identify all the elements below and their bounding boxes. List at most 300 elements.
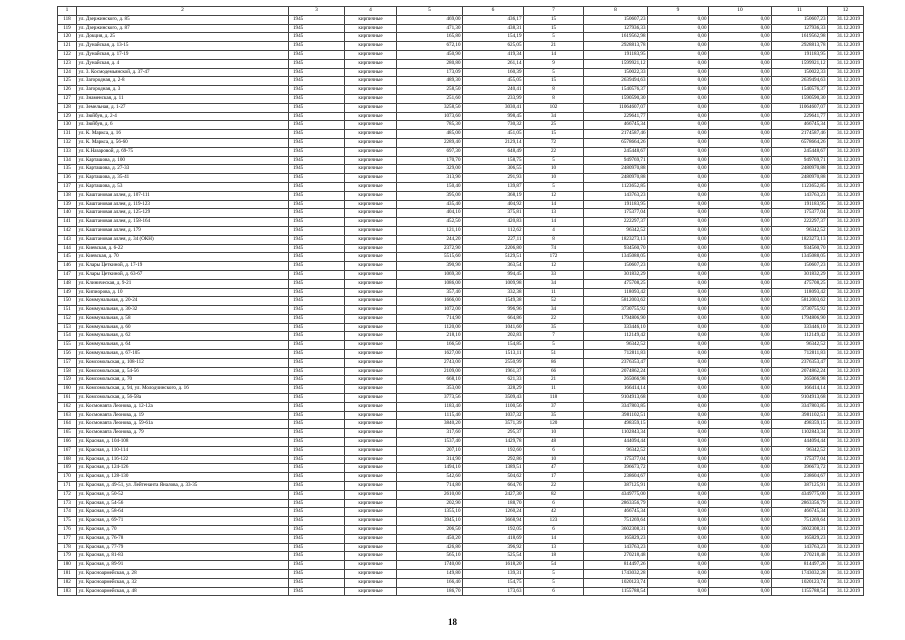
valuation-date-cell: 31.12.2019	[828, 235, 864, 244]
living-area-cell: 451,05	[463, 130, 524, 139]
total-area-cell: 469,00	[397, 15, 463, 24]
construction-year-cell: 1945	[289, 473, 345, 482]
wall-material-cell: кирпичные	[345, 534, 397, 543]
living-area-cell: 375,81	[463, 209, 524, 218]
depreciation-cell: 0,00	[648, 253, 709, 262]
residents-count-cell: 14	[524, 50, 584, 59]
valuation-date-cell: 31.12.2019	[828, 200, 864, 209]
residents-count-cell: 9	[524, 59, 584, 68]
construction-year-cell: 1945	[289, 253, 345, 262]
construction-year-cell: 1945	[289, 314, 345, 323]
valuation-date-cell: 31.12.2019	[828, 314, 864, 323]
table-row	[58, 587, 864, 596]
total-area-cell: 672,10	[397, 42, 463, 51]
construction-year-cell: 1945	[289, 200, 345, 209]
depreciation-cell: 0,00	[648, 411, 709, 420]
table-row	[58, 420, 864, 429]
cost-value-cell: 3981102,51	[584, 411, 648, 420]
residual-adjustment-cell: 0,00	[709, 490, 772, 499]
column-number-12: 12	[828, 7, 864, 16]
table-row	[58, 200, 864, 209]
balance-value-cell: 498359,15	[772, 420, 828, 429]
valuation-date-cell: 31.12.2019	[828, 68, 864, 77]
living-area-cell: 154,85	[463, 341, 524, 350]
wall-material-cell: кирпичные	[345, 182, 397, 191]
balance-value-cell: 1155788,54	[772, 587, 828, 596]
valuation-date-cell: 31.12.2019	[828, 226, 864, 235]
depreciation-cell: 0,00	[648, 552, 709, 561]
address-cell: ул. Коммунальная, д. 30-32	[77, 306, 289, 315]
cost-value-cell: 2639494,63	[584, 77, 648, 86]
row-number-cell: 158	[58, 367, 77, 376]
wall-material-cell: кирпичные	[345, 42, 397, 51]
residents-count-cell: 52	[524, 297, 584, 306]
balance-value-cell: 2863356,79	[772, 499, 828, 508]
valuation-date-cell: 31.12.2019	[828, 174, 864, 183]
residual-adjustment-cell: 0,00	[709, 438, 772, 447]
living-area-cell: 292,86	[463, 455, 524, 464]
residual-adjustment-cell: 0,00	[709, 517, 772, 526]
table-row	[58, 367, 864, 376]
total-area-cell: 186,70	[397, 587, 463, 596]
construction-year-cell: 1945	[289, 394, 345, 403]
wall-material-cell: кирпичные	[345, 138, 397, 147]
address-cell: ул. Красная, д. 70	[77, 526, 289, 535]
valuation-date-cell: 31.12.2019	[828, 473, 864, 482]
balance-value-cell: 949769,71	[772, 156, 828, 165]
residents-count-cell: 34	[524, 306, 584, 315]
depreciation-cell: 0,00	[648, 534, 709, 543]
table-row	[58, 50, 864, 59]
depreciation-cell: 0,00	[648, 226, 709, 235]
depreciation-cell: 0,00	[648, 86, 709, 95]
construction-year-cell: 1945	[289, 561, 345, 570]
wall-material-cell: кирпичные	[345, 561, 397, 570]
wall-material-cell: кирпичные	[345, 218, 397, 227]
valuation-date-cell: 31.12.2019	[828, 394, 864, 403]
address-cell: ул. Красная, д. 49-51, ул. Лейтенанта Яналова, д. 33-35	[77, 482, 289, 491]
wall-material-cell: кирпичные	[345, 50, 397, 59]
construction-year-cell: 1945	[289, 482, 345, 491]
depreciation-cell: 0,00	[648, 77, 709, 86]
wall-material-cell: кирпичные	[345, 578, 397, 587]
living-area-cell: 306,55	[463, 165, 524, 174]
cost-value-cell: 1599921,12	[584, 59, 648, 68]
row-number-cell: 153	[58, 323, 77, 332]
wall-material-cell: кирпичные	[345, 402, 397, 411]
living-area-cell: 139,31	[463, 570, 524, 579]
residual-adjustment-cell: 0,00	[709, 350, 772, 359]
residents-count-cell: 10	[524, 174, 584, 183]
residents-count-cell: 25	[524, 121, 584, 130]
cost-value-cell: 1743032,28	[584, 570, 648, 579]
balance-value-cell: 238604,67	[772, 473, 828, 482]
table-row	[58, 165, 864, 174]
row-number-cell: 155	[58, 341, 77, 350]
depreciation-cell: 0,00	[648, 464, 709, 473]
balance-value-cell: 2928813,78	[772, 42, 828, 51]
living-area-cell: 192,05	[463, 526, 524, 535]
valuation-date-cell: 31.12.2019	[828, 191, 864, 200]
row-number-cell: 147	[58, 270, 77, 279]
living-area-cell: 192,60	[463, 446, 524, 455]
cost-value-cell: 175377,04	[584, 209, 648, 218]
valuation-date-cell: 31.12.2019	[828, 270, 864, 279]
valuation-date-cell: 31.12.2019	[828, 578, 864, 587]
wall-material-cell: кирпичные	[345, 209, 397, 218]
address-cell: ул. Докция, д. 25	[77, 33, 289, 42]
residual-adjustment-cell: 0,00	[709, 358, 772, 367]
residual-adjustment-cell: 0,00	[709, 367, 772, 376]
total-area-cell: 314,90	[397, 455, 463, 464]
wall-material-cell: кирпичные	[345, 297, 397, 306]
address-cell: ул. Красная, д. 89-91	[77, 561, 289, 570]
living-area-cell: 2129,14	[463, 138, 524, 147]
balance-value-cell: 11064607,07	[772, 103, 828, 112]
construction-year-cell: 1945	[289, 138, 345, 147]
depreciation-cell: 0,00	[648, 578, 709, 587]
cost-value-cell: 466745,34	[584, 121, 648, 130]
construction-year-cell: 1945	[289, 350, 345, 359]
valuation-date-cell: 31.12.2019	[828, 508, 864, 517]
residents-count-cell: 37	[524, 402, 584, 411]
valuation-date-cell: 31.12.2019	[828, 385, 864, 394]
row-number-cell: 130	[58, 121, 77, 130]
wall-material-cell: кирпичные	[345, 367, 397, 376]
table-row	[58, 68, 864, 77]
living-area-cell: 3030,41	[463, 103, 524, 112]
table-row	[58, 235, 864, 244]
living-area-cell: 396,92	[463, 543, 524, 552]
living-area-cell: 418,69	[463, 534, 524, 543]
table-row	[58, 526, 864, 535]
living-area-cell: 996,96	[463, 306, 524, 315]
living-area-cell: 291,93	[463, 174, 524, 183]
depreciation-cell: 0,00	[648, 33, 709, 42]
address-cell: ул. Космонавта Леонова, д. 79	[77, 429, 289, 438]
total-area-cell: 258,50	[397, 86, 463, 95]
cost-value-cell: 3602308,31	[584, 526, 648, 535]
row-number-cell: 178	[58, 543, 77, 552]
cost-value-cell: 245448,67	[584, 147, 648, 156]
depreciation-cell: 0,00	[648, 147, 709, 156]
residual-adjustment-cell: 0,00	[709, 526, 772, 535]
row-number-cell: 135	[58, 165, 77, 174]
cost-value-cell: 396673,72	[584, 464, 648, 473]
residents-count-cell: 14	[524, 218, 584, 227]
depreciation-cell: 0,00	[648, 473, 709, 482]
balance-value-cell: 1794806,90	[772, 314, 828, 323]
valuation-date-cell: 31.12.2019	[828, 332, 864, 341]
depreciation-cell: 0,00	[648, 341, 709, 350]
valuation-date-cell: 31.12.2019	[828, 50, 864, 59]
residual-adjustment-cell: 0,00	[709, 253, 772, 262]
cost-value-cell: 265066,98	[584, 376, 648, 385]
wall-material-cell: кирпичные	[345, 130, 397, 139]
cost-value-cell: 301832,29	[584, 270, 648, 279]
address-cell: ул. Коммунальная, д. 62	[77, 332, 289, 341]
page-number: 18	[448, 617, 457, 627]
depreciation-cell: 0,00	[648, 314, 709, 323]
balance-value-cell: 3602308,31	[772, 526, 828, 535]
row-number-cell: 169	[58, 464, 77, 473]
address-cell: ул. К.Назаровой, д. 69-75	[77, 147, 289, 156]
balance-value-cell: 333446,10	[772, 323, 828, 332]
total-area-cell: 489,30	[397, 77, 463, 86]
construction-year-cell: 1945	[289, 24, 345, 33]
residents-count-cell: 4	[524, 226, 584, 235]
valuation-date-cell: 31.12.2019	[828, 367, 864, 376]
residual-adjustment-cell: 0,00	[709, 297, 772, 306]
living-area-cell: 240,41	[463, 86, 524, 95]
depreciation-cell: 0,00	[648, 561, 709, 570]
construction-year-cell: 1945	[289, 174, 345, 183]
table-row	[58, 94, 864, 103]
row-number-cell: 128	[58, 103, 77, 112]
address-cell: ул. Красная, д. 116-122	[77, 455, 289, 464]
residents-count-cell: 12	[524, 191, 584, 200]
residents-count-cell: 13	[524, 543, 584, 552]
living-area-cell: 438,31	[463, 24, 524, 33]
wall-material-cell: кирпичные	[345, 394, 397, 403]
wall-material-cell: кирпичные	[345, 517, 397, 526]
wall-material-cell: кирпичные	[345, 262, 397, 271]
total-area-cell: 2610,00	[397, 490, 463, 499]
living-area-cell: 154,19	[463, 33, 524, 42]
residual-adjustment-cell: 0,00	[709, 50, 772, 59]
wall-material-cell: кирпичные	[345, 332, 397, 341]
residents-count-cell: 5	[524, 156, 584, 165]
total-area-cell: 166,40	[397, 578, 463, 587]
construction-year-cell: 1945	[289, 226, 345, 235]
living-area-cell: 994,45	[463, 270, 524, 279]
living-area-cell: 227,11	[463, 235, 524, 244]
cost-value-cell: 2174587,46	[584, 130, 648, 139]
total-area-cell: 714,90	[397, 314, 463, 323]
address-cell: ул. К. Маркса, д. 56-60	[77, 138, 289, 147]
row-number-cell: 159	[58, 376, 77, 385]
living-area-cell: 1389,51	[463, 464, 524, 473]
total-area-cell: 3773,56	[397, 394, 463, 403]
wall-material-cell: кирпичные	[345, 59, 397, 68]
residual-adjustment-cell: 0,00	[709, 182, 772, 191]
balance-value-cell: 175377,04	[772, 209, 828, 218]
residents-count-cell: 120	[524, 420, 584, 429]
wall-material-cell: кирпичные	[345, 156, 397, 165]
wall-material-cell: кирпичные	[345, 358, 397, 367]
cost-value-cell: 175377,04	[584, 455, 648, 464]
valuation-date-cell: 31.12.2019	[828, 570, 864, 579]
row-number-cell: 118	[58, 15, 77, 24]
valuation-date-cell: 31.12.2019	[828, 244, 864, 253]
living-area-cell: 1961,37	[463, 367, 524, 376]
total-area-cell: 329,00	[397, 165, 463, 174]
cost-value-cell: 143763,23	[584, 543, 648, 552]
depreciation-cell: 0,00	[648, 297, 709, 306]
valuation-date-cell: 31.12.2019	[828, 341, 864, 350]
wall-material-cell: кирпичные	[345, 226, 397, 235]
cost-value-cell: 498359,15	[584, 420, 648, 429]
total-area-cell: 1627,00	[397, 350, 463, 359]
cost-value-cell: 1540576,37	[584, 86, 648, 95]
depreciation-cell: 0,00	[648, 182, 709, 191]
address-cell: ул. Красная, д. 104-108	[77, 438, 289, 447]
living-area-cell: 233,99	[463, 94, 524, 103]
total-area-cell: 206,50	[397, 526, 463, 535]
residents-count-cell: 6	[524, 446, 584, 455]
total-area-cell: 426,80	[397, 543, 463, 552]
wall-material-cell: кирпичные	[345, 244, 397, 253]
residents-count-cell: 13	[524, 209, 584, 218]
cost-value-cell: 270218,48	[584, 552, 648, 561]
address-cell: ул. Дзержинского, д. 85	[77, 15, 289, 24]
balance-value-cell: 1345088,05	[772, 253, 828, 262]
balance-value-cell: 191183,95	[772, 200, 828, 209]
address-cell: ул. Красная, д. 54-56	[77, 499, 289, 508]
balance-value-cell: 475708,25	[772, 279, 828, 288]
cost-value-cell: 150022,33	[584, 68, 648, 77]
address-cell: ул. Коммунальная, д. 64	[77, 341, 289, 350]
residual-adjustment-cell: 0,00	[709, 138, 772, 147]
total-area-cell: 714,80	[397, 482, 463, 491]
row-number-cell: 132	[58, 138, 77, 147]
table-row	[58, 270, 864, 279]
row-number-cell: 134	[58, 156, 77, 165]
living-area-cell: 295,37	[463, 429, 524, 438]
address-cell: ул. Красная, д. 69-71	[77, 517, 289, 526]
table-row	[58, 218, 864, 227]
row-number-cell: 133	[58, 147, 77, 156]
balance-value-cell: 712811,83	[772, 350, 828, 359]
address-cell: ул. Комсомольская, д. 54-56	[77, 367, 289, 376]
living-area-cell: 1513,11	[463, 350, 524, 359]
wall-material-cell: кирпичные	[345, 77, 397, 86]
valuation-date-cell: 31.12.2019	[828, 490, 864, 499]
row-number-cell: 157	[58, 358, 77, 367]
living-area-cell: 139,87	[463, 182, 524, 191]
total-area-cell: 395,00	[397, 191, 463, 200]
wall-material-cell: кирпичные	[345, 473, 397, 482]
depreciation-cell: 0,00	[648, 156, 709, 165]
row-number-cell: 124	[58, 68, 77, 77]
balance-value-cell: 1599921,12	[772, 59, 828, 68]
living-area-cell: 173,63	[463, 587, 524, 596]
valuation-date-cell: 31.12.2019	[828, 94, 864, 103]
balance-value-cell: 166414,14	[772, 385, 828, 394]
construction-year-cell: 1945	[289, 446, 345, 455]
valuation-date-cell: 31.12.2019	[828, 147, 864, 156]
residual-adjustment-cell: 0,00	[709, 77, 772, 86]
balance-value-cell: 466745,34	[772, 508, 828, 517]
depreciation-cell: 0,00	[648, 587, 709, 596]
cost-value-cell: 2376353,47	[584, 358, 648, 367]
valuation-date-cell: 31.12.2019	[828, 42, 864, 51]
balance-value-cell: 3347803,85	[772, 402, 828, 411]
construction-year-cell: 1945	[289, 464, 345, 473]
column-number-10: 10	[709, 7, 772, 16]
residual-adjustment-cell: 0,00	[709, 561, 772, 570]
residual-adjustment-cell: 0,00	[709, 499, 772, 508]
cost-value-cell: 814497,26	[584, 561, 648, 570]
total-area-cell: 357,40	[397, 288, 463, 297]
total-area-cell: 1740,00	[397, 561, 463, 570]
residents-count-cell: 48	[524, 438, 584, 447]
residual-adjustment-cell: 0,00	[709, 33, 772, 42]
row-number-cell: 182	[58, 578, 77, 587]
table-row	[58, 279, 864, 288]
cost-value-cell: 1619562,98	[584, 33, 648, 42]
construction-year-cell: 1945	[289, 323, 345, 332]
address-cell: ул. Киевская, д. 6-22	[77, 244, 289, 253]
residual-adjustment-cell: 0,00	[709, 42, 772, 51]
total-area-cell: 404,10	[397, 209, 463, 218]
cost-value-cell: 1590590,30	[584, 94, 648, 103]
living-area-cell: 328,29	[463, 385, 524, 394]
wall-material-cell: кирпичные	[345, 552, 397, 561]
valuation-date-cell: 31.12.2019	[828, 121, 864, 130]
row-number-cell: 176	[58, 526, 77, 535]
residents-count-cell: 10	[524, 455, 584, 464]
cost-value-cell: 934560,70	[584, 244, 648, 253]
construction-year-cell: 1945	[289, 112, 345, 121]
valuation-date-cell: 31.12.2019	[828, 587, 864, 596]
total-area-cell: 121,10	[397, 226, 463, 235]
depreciation-cell: 0,00	[648, 526, 709, 535]
depreciation-cell: 0,00	[648, 218, 709, 227]
wall-material-cell: кирпичные	[345, 464, 397, 473]
table-row	[58, 350, 864, 359]
row-number-cell: 170	[58, 473, 77, 482]
cost-value-cell: 1123652,85	[584, 182, 648, 191]
valuation-date-cell: 31.12.2019	[828, 279, 864, 288]
cost-value-cell: 2074862,24	[584, 367, 648, 376]
depreciation-cell: 0,00	[648, 24, 709, 33]
residents-count-cell: 8	[524, 94, 584, 103]
residents-count-cell: 10	[524, 429, 584, 438]
row-number-cell: 142	[58, 226, 77, 235]
living-area-cell: 420,83	[463, 218, 524, 227]
address-cell: ул. Карташова, д. 27-33	[77, 165, 289, 174]
table-row	[58, 147, 864, 156]
cost-value-cell: 1155788,54	[584, 587, 648, 596]
table-row	[58, 77, 864, 86]
depreciation-cell: 0,00	[648, 420, 709, 429]
living-area-cell: 1260,24	[463, 508, 524, 517]
balance-value-cell: 96342,52	[772, 226, 828, 235]
valuation-date-cell: 31.12.2019	[828, 323, 864, 332]
living-area-cell: 998,45	[463, 112, 524, 121]
depreciation-cell: 0,00	[648, 490, 709, 499]
construction-year-cell: 1945	[289, 235, 345, 244]
total-area-cell: 390,90	[397, 262, 463, 271]
construction-year-cell: 1945	[289, 59, 345, 68]
living-area-cell: 112,62	[463, 226, 524, 235]
depreciation-cell: 0,00	[648, 68, 709, 77]
total-area-cell: 149,80	[397, 570, 463, 579]
construction-year-cell: 1945	[289, 94, 345, 103]
valuation-date-cell: 31.12.2019	[828, 306, 864, 315]
valuation-date-cell: 31.12.2019	[828, 429, 864, 438]
residual-adjustment-cell: 0,00	[709, 200, 772, 209]
table-row	[58, 429, 864, 438]
table-row	[58, 182, 864, 191]
address-cell: ул. Каштановая аллея, д. 125-129	[77, 209, 289, 218]
wall-material-cell: кирпичные	[345, 112, 397, 121]
column-number-7: 7	[524, 7, 584, 16]
depreciation-cell: 0,00	[648, 429, 709, 438]
living-area-cell: 2427,30	[463, 490, 524, 499]
construction-year-cell: 1945	[289, 385, 345, 394]
